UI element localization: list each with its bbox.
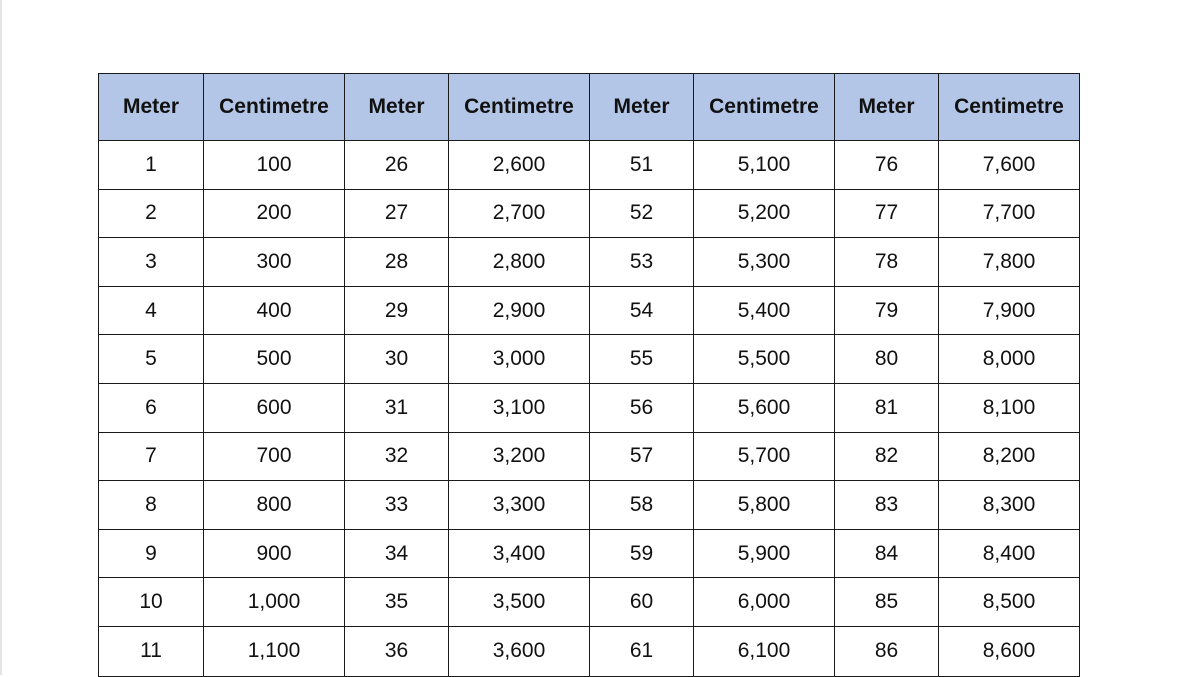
centimetre-cell: 2,700: [449, 189, 590, 238]
centimetre-cell: 2,900: [449, 286, 590, 335]
meter-cell: 11: [99, 626, 204, 676]
meter-cell: 80: [835, 335, 939, 384]
table-row: [99, 238, 1080, 287]
meter-cell: 61: [590, 626, 694, 676]
centimetre-cell: 3,100: [449, 383, 590, 432]
header-centimetre: Centimetre: [939, 74, 1080, 141]
table-row: [99, 141, 1080, 190]
meter-cell: 51: [590, 141, 694, 190]
centimetre-cell: 3,200: [449, 432, 590, 481]
meter-cell: 76: [835, 141, 939, 190]
centimetre-cell: 2,800: [449, 238, 590, 287]
centimetre-cell: 8,200: [939, 432, 1080, 481]
meter-cell: 85: [835, 578, 939, 627]
meter-cell: 79: [835, 286, 939, 335]
meter-cell: 60: [590, 578, 694, 627]
centimetre-cell: 3,600: [449, 626, 590, 676]
centimetre-cell: 5,700: [694, 432, 835, 481]
centimetre-cell: 8,600: [939, 626, 1080, 676]
meter-cell: 35: [345, 578, 449, 627]
meter-cell: 3: [99, 238, 204, 287]
meter-cell: 78: [835, 238, 939, 287]
meter-cell: 9: [99, 529, 204, 578]
meter-cell: 33: [345, 481, 449, 530]
centimetre-cell: 2,600: [449, 141, 590, 190]
meter-cell: 36: [345, 626, 449, 676]
centimetre-cell: 500: [204, 335, 345, 384]
table-row: [99, 383, 1080, 432]
centimetre-cell: 100: [204, 141, 345, 190]
centimetre-cell: 7,800: [939, 238, 1080, 287]
meter-cell: 58: [590, 481, 694, 530]
centimetre-cell: 900: [204, 529, 345, 578]
meter-cell: 5: [99, 335, 204, 384]
table-row: [99, 529, 1080, 578]
centimetre-cell: 400: [204, 286, 345, 335]
centimetre-cell: 3,000: [449, 335, 590, 384]
header-meter: Meter: [590, 74, 694, 141]
meter-cell: 27: [345, 189, 449, 238]
centimetre-cell: 5,600: [694, 383, 835, 432]
table-row: [99, 189, 1080, 238]
meter-cell: 8: [99, 481, 204, 530]
centimetre-cell: 300: [204, 238, 345, 287]
header-centimetre: Centimetre: [449, 74, 590, 141]
meter-cell: 34: [345, 529, 449, 578]
centimetre-cell: 600: [204, 383, 345, 432]
meter-cell: 53: [590, 238, 694, 287]
header-centimetre: Centimetre: [204, 74, 345, 141]
meter-cell: 77: [835, 189, 939, 238]
centimetre-cell: 8,300: [939, 481, 1080, 530]
meter-cell: 86: [835, 626, 939, 676]
meter-cell: 2: [99, 189, 204, 238]
centimetre-cell: 200: [204, 189, 345, 238]
meter-cell: 84: [835, 529, 939, 578]
centimetre-cell: 3,500: [449, 578, 590, 627]
centimetre-cell: 5,300: [694, 238, 835, 287]
centimetre-cell: 5,900: [694, 529, 835, 578]
centimetre-cell: 5,800: [694, 481, 835, 530]
meter-cell: 7: [99, 432, 204, 481]
meter-cell: 1: [99, 141, 204, 190]
centimetre-cell: 3,400: [449, 529, 590, 578]
meter-cell: 55: [590, 335, 694, 384]
meter-cell: 57: [590, 432, 694, 481]
meter-cell: 29: [345, 286, 449, 335]
header-meter: Meter: [835, 74, 939, 141]
meter-cell: 52: [590, 189, 694, 238]
meter-cell: 6: [99, 383, 204, 432]
meter-cell: 83: [835, 481, 939, 530]
table-row: [99, 481, 1080, 530]
table-row: [99, 626, 1080, 676]
centimetre-cell: 8,000: [939, 335, 1080, 384]
meter-cell: 59: [590, 529, 694, 578]
centimetre-cell: 5,400: [694, 286, 835, 335]
centimetre-cell: 800: [204, 481, 345, 530]
centimetre-cell: 6,100: [694, 626, 835, 676]
table-row: [99, 432, 1080, 481]
centimetre-cell: 3,300: [449, 481, 590, 530]
meter-cell: 81: [835, 383, 939, 432]
header-row: [99, 74, 1080, 141]
meter-cell: 28: [345, 238, 449, 287]
header-meter: Meter: [345, 74, 449, 141]
centimetre-cell: 7,700: [939, 189, 1080, 238]
table-row: [99, 335, 1080, 384]
centimetre-cell: 1,100: [204, 626, 345, 676]
meter-cell: 56: [590, 383, 694, 432]
centimetre-cell: 7,900: [939, 286, 1080, 335]
centimetre-cell: 700: [204, 432, 345, 481]
header-centimetre: Centimetre: [694, 74, 835, 141]
table-row: [99, 578, 1080, 627]
meter-cell: 54: [590, 286, 694, 335]
meter-cell: 32: [345, 432, 449, 481]
meter-cell: 10: [99, 578, 204, 627]
meter-cell: 4: [99, 286, 204, 335]
meter-cell: 30: [345, 335, 449, 384]
centimetre-cell: 7,600: [939, 141, 1080, 190]
meter-cell: 26: [345, 141, 449, 190]
centimetre-cell: 8,500: [939, 578, 1080, 627]
centimetre-cell: 6,000: [694, 578, 835, 627]
meter-cell: 31: [345, 383, 449, 432]
centimetre-cell: 5,100: [694, 141, 835, 190]
centimetre-cell: 8,100: [939, 383, 1080, 432]
centimetre-cell: 8,400: [939, 529, 1080, 578]
page-edge: [0, 0, 2, 675]
header-meter: Meter: [99, 74, 204, 141]
centimetre-cell: 5,500: [694, 335, 835, 384]
centimetre-cell: 5,200: [694, 189, 835, 238]
meter-cell: 82: [835, 432, 939, 481]
meter-centimetre-table: [98, 73, 1080, 677]
table-row: [99, 286, 1080, 335]
centimetre-cell: 1,000: [204, 578, 345, 627]
